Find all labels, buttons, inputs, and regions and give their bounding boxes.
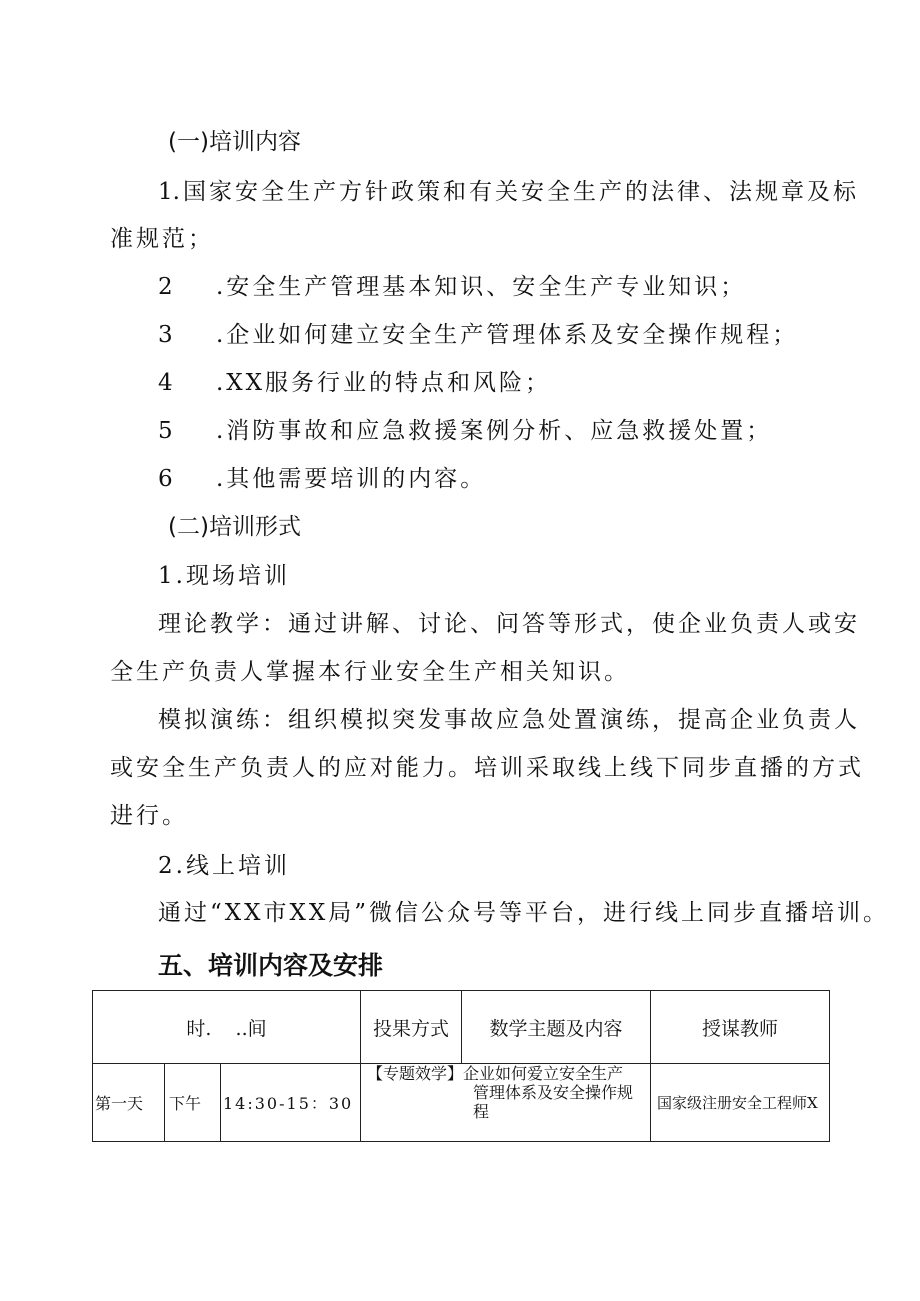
list-item-4 [158, 364, 551, 397]
list-item-2 [158, 268, 746, 301]
list-text: .企业如何建立安全生产管理体系及安全操作规程； [216, 322, 799, 348]
cell-time: 14:30-15：30 [221, 1064, 361, 1142]
topic-line-3: 程 [473, 1102, 490, 1121]
header-method: 投果方式 [361, 991, 462, 1064]
list-number: 3 [158, 322, 173, 348]
list-text: .安全生产管理基本知识、安全生产专业知识； [216, 274, 747, 300]
paragraph-online: 通过“XX市XX局”微信公众号等平台，进行线上同步直播培训。 [158, 900, 890, 926]
list-item-1 [158, 173, 859, 206]
paragraph-drill-line3: 进行。 [110, 803, 188, 829]
list-item-5 [158, 412, 772, 445]
section-heading-schedule: 五、培训内容及安排 [158, 951, 384, 980]
subheading-onsite: 1.现场培训 [158, 563, 290, 589]
cell-period: 下午 [165, 1064, 221, 1142]
cell-day: 第一天 [93, 1064, 165, 1142]
header-teacher: 授谋教师 [651, 991, 830, 1064]
list-number: 4 [158, 370, 173, 396]
paragraph-theory-line1: 理论教学：通过讲解、讨论、问答等形式，使企业负责人或安 [158, 611, 860, 637]
paragraph-drill-line2: 或安全生产负责人的应对能力。培训采取线上线下同步直播的方式 [110, 755, 864, 781]
cell-topic [361, 1064, 651, 1142]
section-heading-content: (一)培训内容 [168, 129, 301, 155]
list-item-1-continuation: 准规范； [110, 226, 214, 252]
list-text: .XX服务行业的特点和风险； [216, 370, 552, 396]
list-number: 1 [158, 179, 173, 205]
header-time: 时. ..间 [93, 991, 361, 1064]
table-row [93, 1064, 830, 1142]
list-text: .其他需要培训的内容。 [216, 466, 487, 492]
list-number: 5 [158, 418, 173, 444]
schedule-table [92, 990, 830, 1142]
cell-teacher: 国家级注册安全工程师X [651, 1064, 830, 1142]
list-text: .国家安全生产方针政策和有关安全生产的法律、法规章及标 [172, 179, 859, 205]
header-topic: 数学主题及内容 [462, 991, 651, 1064]
subheading-online: 2.线上培训 [158, 853, 290, 879]
paragraph-drill-line1: 模拟演练：组织模拟突发事故应急处置演练，提高企业负责人 [158, 707, 860, 733]
list-number: 6 [158, 466, 173, 492]
section-heading-format: (二)培训形式 [168, 514, 301, 540]
list-item-3 [158, 316, 798, 349]
list-number: 2 [158, 274, 173, 300]
paragraph-theory-line2: 全生产负责人掌握本行业安全生产相关知识。 [110, 659, 630, 685]
table-header-row [93, 991, 830, 1064]
topic-line-1: 【专题效学】企业如何爱立安全生产 [367, 1064, 624, 1083]
topic-line-2: 管理体系及安全操作规 [473, 1083, 634, 1102]
list-text: .消防事故和应急救援案例分析、应急救援处置； [216, 418, 773, 444]
list-item-6 [158, 460, 486, 493]
